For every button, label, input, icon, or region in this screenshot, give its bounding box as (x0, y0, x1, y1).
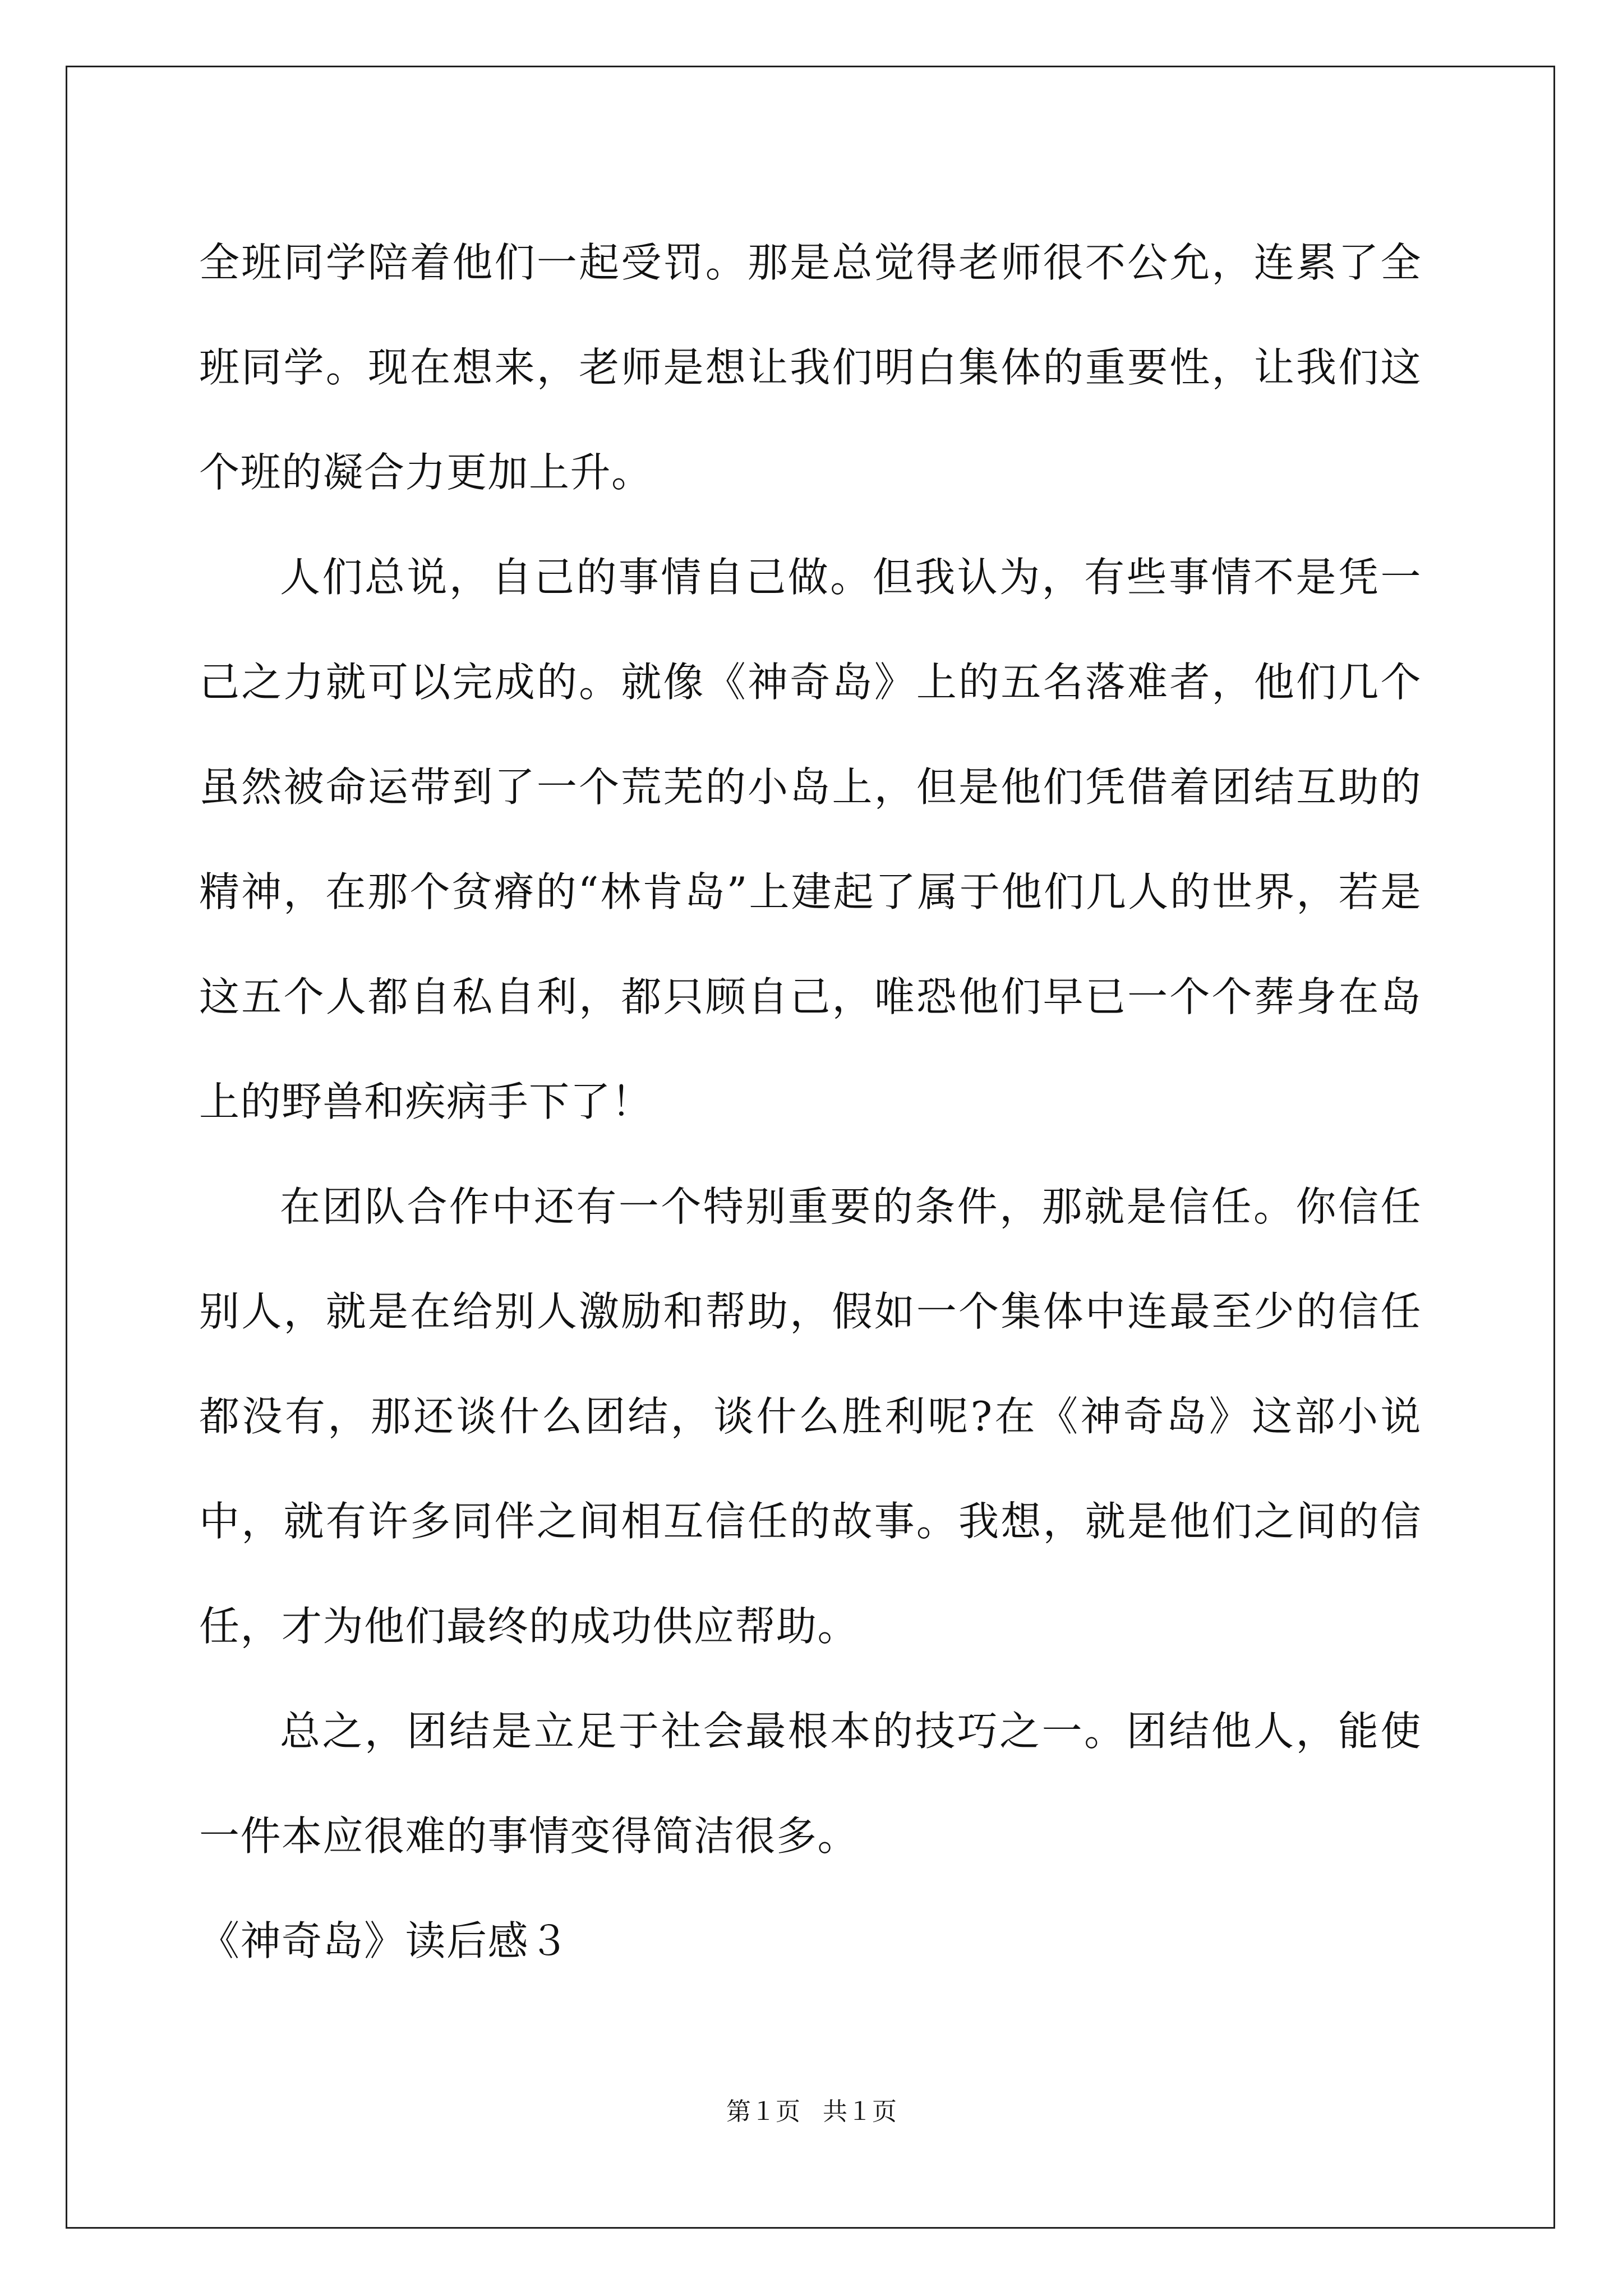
paragraph-1: 全班同学陪着他们一起受罚。那是总觉得老师很不公允，连累了全班同学。现在想来，老师是想让我们明白集体的重要性，让我们这个班的凝合力更加上升。 (199, 239, 1422, 496)
paragraph-4: 总之，团结是立足于社会最根本的技巧之一。团结他人，能使一件本应很难的事情变得简洁很多。 (199, 1708, 1422, 1860)
page-total: 共１页 (823, 2097, 897, 2126)
section-heading: 《神奇岛》读后感３ (199, 1917, 570, 1964)
document-body (199, 210, 1422, 1994)
page-footer (0, 2095, 1623, 2129)
paragraph-2: 人们总说，自己的事情自己做。但我认为，有些事情不是凭一己之力就可以完成的。就像《神奇岛》上的五名落难者，他们几个虽然被命运带到了一个荒芜的小岛上，但是他们凭借着团结互助的精神，在那个贫瘠的“林肯岛”上建起了属于他们几人的世界，若是这五个人都自私自利，都只顾自己，唯恐他们早已一个个葬身在岛上的野兽和疾病手下了！ (199, 554, 1422, 1125)
page-number: 第１页 (726, 2097, 800, 2126)
paragraph-3: 在团队合作中还有一个特别重要的条件，那就是信任。你信任别人，就是在给别人激励和帮助，假如一个集体中连最至少的信任都没有，那还谈什么团结，谈什么胜利呢?在《神奇岛》这部小说中，就有许多同伴之间相互信任的故事。我想，就是他们之间的信任，才为他们最终的成功供应帮助。 (199, 1183, 1422, 1650)
